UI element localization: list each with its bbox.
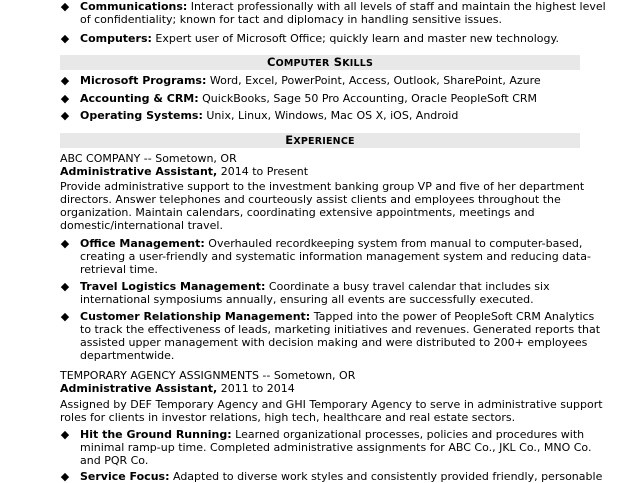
bullet-icon: ◆	[60, 237, 70, 250]
bullet-icon: ◆	[60, 428, 70, 441]
bullet-icon: ◆	[60, 310, 70, 323]
job1-bullet-line: assisted upper management with decision making and were distributed to 200+ employees	[80, 336, 588, 349]
bullet-icon: ◆	[60, 74, 70, 87]
job2-summary-line: Assigned by DEF Temporary Agency and GHI Temporary Agency to serve in administrative support	[60, 398, 603, 411]
job1-bullet-line: creating a user-friendly and systematic information management system and reducing data-	[80, 250, 591, 263]
section-heading-computer-skills: COMPUTER SKILLS	[60, 55, 580, 70]
skill-computers: Computers: Expert user of Microsoft Office; quickly learn and master new technology.	[80, 32, 559, 45]
job1-bullet-travel-logistics: Travel Logistics Management: Coordinate a busy travel calendar that includes six	[80, 280, 550, 293]
job1-summary-line: domestic/international travel.	[60, 219, 223, 232]
bullet-icon: ◆	[60, 280, 70, 293]
job1-bullet-line: retrieval time.	[80, 263, 158, 276]
section-heading-experience: EXPERIENCE	[60, 133, 580, 148]
bullet-icon: ◆	[60, 32, 70, 45]
skill-microsoft-programs: Microsoft Programs: Word, Excel, PowerPoint, Access, Outlook, SharePoint, Azure	[80, 74, 541, 87]
job1-summary-line: organization. Maintain calendars, coordinating extensive appointments, meetings and	[60, 206, 535, 219]
skill-operating-systems: Operating Systems: Unix, Linux, Windows, Mac OS X, iOS, Android	[80, 109, 459, 122]
job1-title: Administrative Assistant, 2014 to Present	[60, 165, 309, 178]
job1-summary-line: Provide administrative support to the investment banking group VP and five of her department	[60, 180, 585, 193]
bullet-icon: ◆	[60, 109, 70, 122]
job2-bullet-hit-ground-running: Hit the Ground Running: Learned organizational processes, policies and procedures with	[80, 428, 585, 441]
job1-bullet-line: international symposiums annually, ensuring all events are successfully executed.	[80, 293, 534, 306]
job2-summary-line: roles for clients in investor relations, high tech, healthcare and real estate sectors.	[60, 411, 516, 424]
job2-company: TEMPORARY AGENCY ASSIGNMENTS -- Sometown, OR	[60, 369, 356, 382]
bullet-icon: ◆	[60, 0, 70, 13]
job2-bullet-line: minimal ramp-up time. Completed administrative assignments for ABC Co., JKL Co., MNO Co.	[80, 441, 592, 454]
job1-bullet-line: to track the effectiveness of leads, marketing initiatives and revenues. Generated reports that	[80, 323, 601, 336]
bullet-icon: ◆	[60, 470, 70, 483]
job1-bullet-office-management: Office Management: Overhauled recordkeeping system from manual to computer-based,	[80, 237, 583, 250]
job1-summary-line: directors. Answer telephones and courteously assist clients and employees throughout the	[60, 193, 561, 206]
skill-accounting-crm: Accounting & CRM: QuickBooks, Sage 50 Pro Accounting, Oracle PeopleSoft CRM	[80, 92, 538, 105]
job2-title: Administrative Assistant, 2011 to 2014	[60, 382, 295, 395]
job1-company: ABC COMPANY -- Sometown, OR	[60, 152, 237, 165]
skill-communications: Communications: Interact professionally with all levels of staff and maintain the highest level	[80, 0, 606, 13]
job1-bullet-line: departmentwide.	[80, 349, 175, 362]
bullet-icon: ◆	[60, 92, 70, 105]
skill-communications-line2: of confidentiality; known for tact and diplomacy in handling sensitive issues.	[80, 13, 502, 26]
job2-bullet-service-focus: Service Focus: Adapted to diverse work styles and consistently provided friendly, personable	[80, 470, 603, 483]
job1-bullet-crm: Customer Relationship Management: Tapped into the power of PeopleSoft CRM Analytics	[80, 310, 595, 323]
job2-bullet-line: and PQR Co.	[80, 454, 149, 467]
